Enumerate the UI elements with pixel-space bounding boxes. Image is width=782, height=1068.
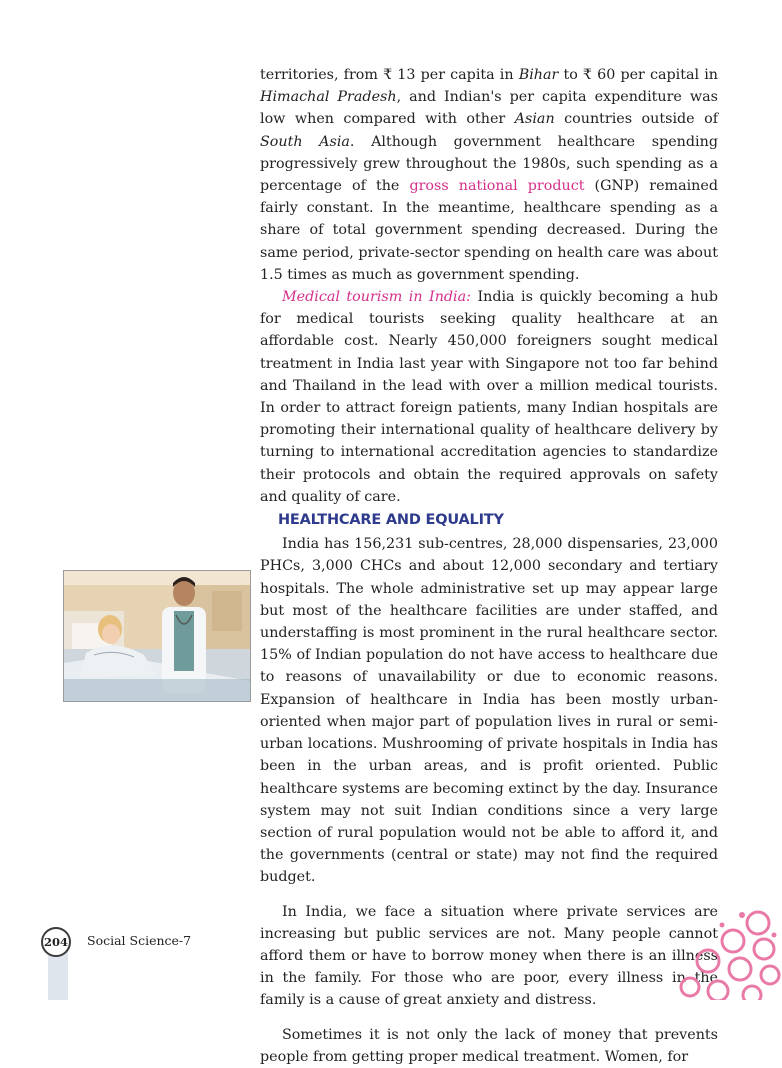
paragraph-medical-tourism (260, 286, 718, 508)
medical-tourism-lead: Medical tourism in India: (282, 289, 471, 306)
paragraph-healthcare-facilities: India has 156,231 sub-centres, 28,000 dispensaries, 23,000 PHCs, 3,000 CHCs and about 12,000 secondary and tertiary hospitals. The whole administrative set up may appear large but most of the healthcare facilities are under staffed, and understaffing is most prominent in the rural healthcare sector. 15% of Indian population do not have access to healthcare due to reasons of unavailability or due to economic reasons. Expansion of healthcare in India has been mostly urban-oriented when major part of population lives in rural or semi-urban locations. Mushrooming of private hospitals in India has been in the urban areas, and is profit oriented. Public healthcare systems are becoming extinct by the day. Insurance system may not suit Indian conditions since a very large section of rural population would not be able to afford it, and the governments (central or state) may not find the required budget. (260, 536, 718, 886)
place-bihar: Bihar (518, 67, 559, 83)
paragraph-healthcare-spending (260, 64, 718, 286)
text-run: countries outside of (554, 111, 718, 128)
place-himachal-pradesh: Himachal Pradesh (260, 89, 397, 106)
section-heading: HEALTHCARE AND EQUALITY (278, 512, 504, 529)
hospital-photo (63, 570, 251, 702)
text-run: , and Indian's per capita expenditure was low when compared with other (260, 89, 718, 128)
text-run: to ₹ 60 per capital in (558, 67, 718, 83)
book-title: Social Science-7 (87, 933, 192, 948)
main-text-column (260, 64, 718, 1068)
page-number-badge: 204 (41, 927, 71, 957)
decorative-rings-icon (678, 905, 782, 1000)
gnp-link[interactable]: gross national product (409, 178, 585, 195)
text-run: (GNP) remained fairly constant. In the meantime, healthcare spending as a share of total government spending decreased. During the same period, private-sector spending on health care was about 1.5 times as much as government spending. (260, 178, 718, 283)
paragraph-private-services: In India, we face a situation where private services are increasing but public services are not. Many people cannot afford them or have to borrow money when there is an illness in the family. For those who are poor, every illness in the family is a cause of great anxiety and distress. (260, 903, 718, 1009)
text-run: India is quickly becoming a hub for medical tourists seeking quality healthcare at an affordable cost. Nearly 450,000 foreigners sought medical treatment in India last year with Singapore not too far behind and Thailand in the lead with over a million medical tourists. In order to attract foreign patients, many Indian hospitals are promoting their international quality of healthcare delivery by turning to international accreditation agencies to standardize their protocols and obtain the required approvals on safety and quality of care. (260, 289, 718, 505)
place-south-asia: South Asia (260, 133, 350, 150)
text-run: . Although government healthcare spending progressively grew throughout the 1980s, such spending as a percentage of the (260, 133, 718, 195)
text-run: territories, from ₹ 13 per capita in (260, 67, 519, 83)
paragraph-lack-of-money: Sometimes it is not only the lack of money that prevents people from getting proper medical treatment. Women, for (260, 1026, 718, 1065)
term-asian: Asian (514, 111, 555, 128)
